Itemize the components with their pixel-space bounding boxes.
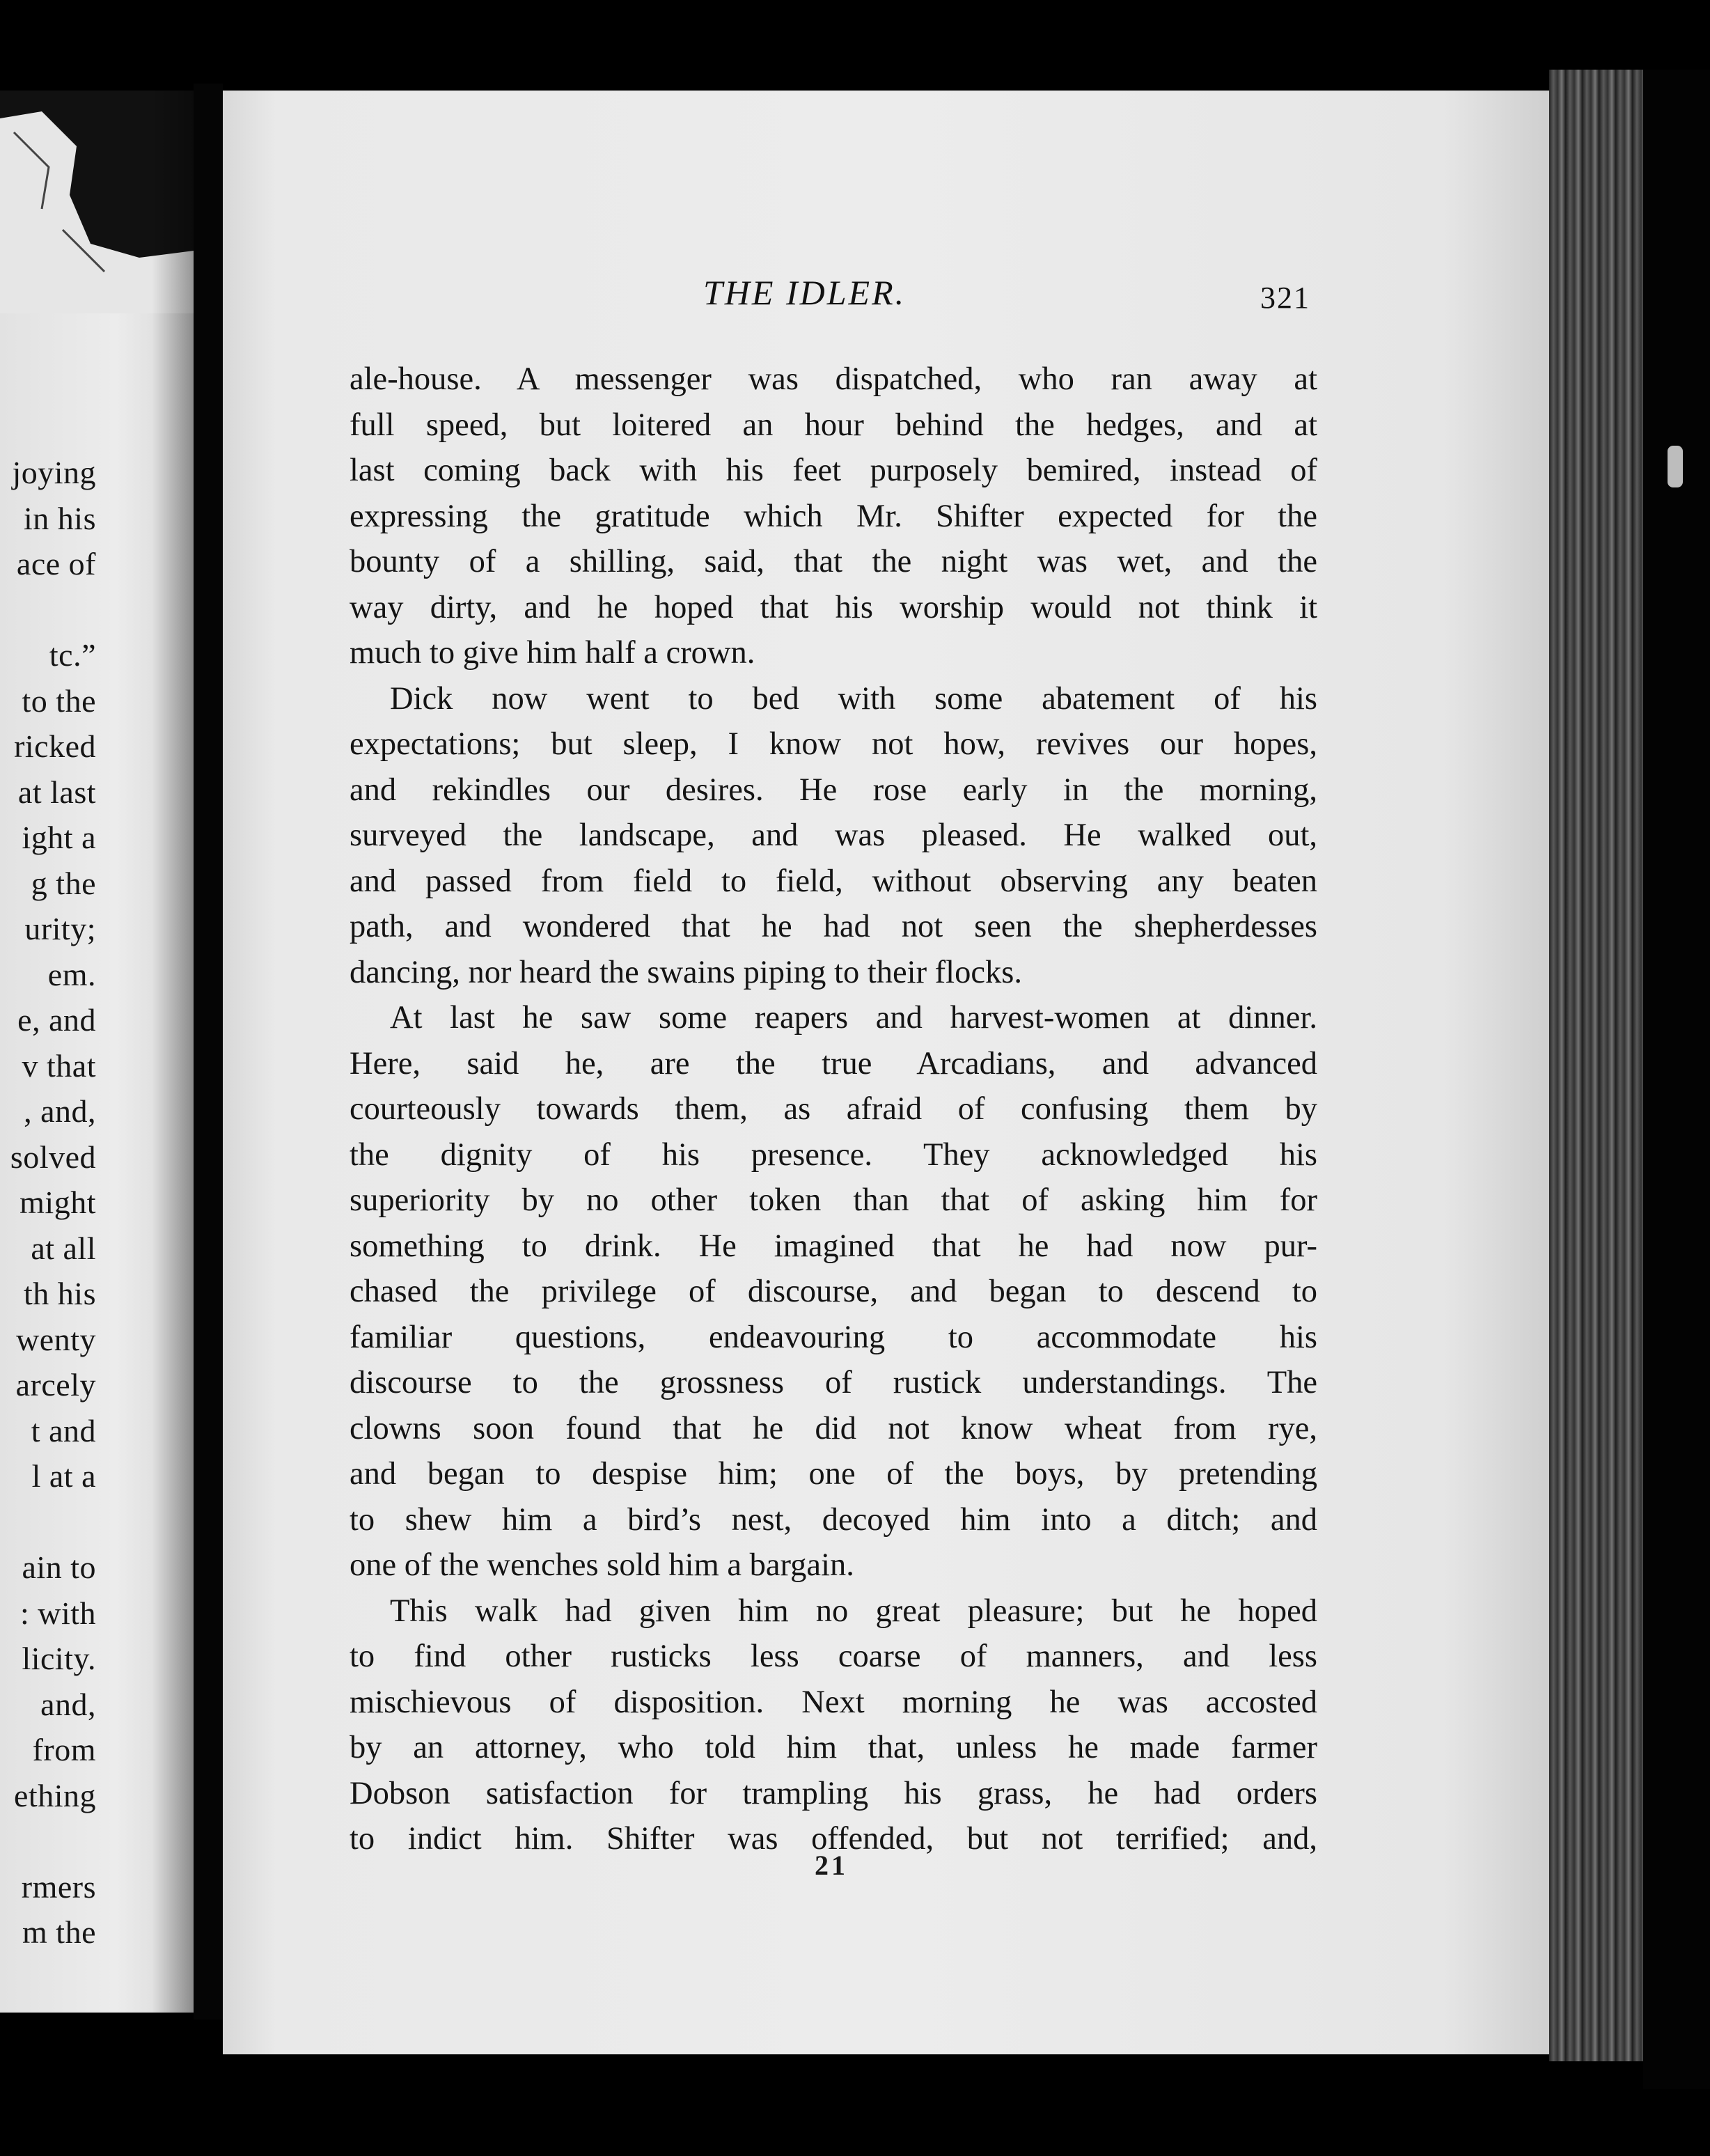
text-line: Here, said he, are the true Arcadians, and advanced: [350, 1045, 1317, 1081]
left-page-line: rmers: [21, 1868, 96, 1905]
text-line: full speed, but loitered an hour behind the hedges, and at: [350, 407, 1317, 443]
left-page-line: g the: [31, 865, 96, 901]
text-line: Dobson satisfaction for trampling his grass, he had orders: [350, 1775, 1317, 1811]
text-line: chased the privilege of discourse, and began to descend to: [350, 1274, 1317, 1309]
signature-mark: 21: [815, 1850, 848, 1881]
text-line: path, and wondered that he had not seen the shepherdesses: [350, 909, 1317, 944]
left-page-line: ace of: [16, 546, 96, 581]
text-line: something to drink. He imagined that he had now pur-: [350, 1228, 1317, 1264]
left-page-line: and,: [40, 1686, 96, 1722]
left-page-line: l at a: [31, 1458, 96, 1494]
left-page-line: in his: [24, 500, 96, 536]
text-line: Dick now went to bed with some abatement of his: [390, 680, 1317, 717]
left-page-line: at all: [31, 1230, 96, 1266]
text-line: last coming back with his feet purposely bemired, instead of: [350, 453, 1317, 488]
text-line: to shew him a bird’s nest, decoyed him into a ditch; and: [350, 1501, 1317, 1538]
left-facing-page: [0, 91, 194, 2013]
left-page-line: ight a: [22, 820, 96, 855]
left-page-line: at last: [17, 774, 96, 810]
scan-artifact: [1668, 446, 1683, 487]
text-line: At last he saw some reapers and harvest-women at dinner.: [390, 1000, 1317, 1036]
text-line: and rekindles our desires. He rose early in the morning,: [350, 772, 1317, 808]
text-line: expressing the gratitude which Mr. Shifter expected for the: [350, 498, 1317, 534]
page-number: 321: [1260, 281, 1310, 315]
left-page-line: urity;: [24, 911, 96, 946]
text-line: and began to despise him; one of the boys, by pretending: [350, 1456, 1317, 1492]
text-line: one of the wenches sold him a bargain.: [350, 1547, 854, 1583]
text-line: clowns soon found that he did not know wheat from rye,: [350, 1410, 1317, 1446]
left-page-line: tc.”: [49, 637, 96, 673]
text-line: the dignity of his presence. They acknowledged his: [350, 1136, 1317, 1173]
left-page-line: : with: [19, 1595, 96, 1631]
text-line: way dirty, and he hoped that his worship would not think it: [350, 589, 1317, 625]
text-line: superiority by no other token than that of asking him for: [350, 1182, 1317, 1218]
left-page-line: might: [19, 1185, 96, 1220]
left-page-line: m the: [22, 1914, 96, 1950]
left-page-line: em.: [47, 956, 96, 992]
left-page-line: joying: [12, 455, 96, 490]
text-line: by an attorney, who told him that, unless he made farmer: [350, 1730, 1317, 1765]
left-page-line: to the: [22, 682, 96, 719]
left-page-text-column: [0, 450, 96, 1955]
text-line: mischievous of disposition. Next morning he was accosted: [350, 1684, 1317, 1720]
text-line: discourse to the grossness of rustick understandings. The: [350, 1365, 1317, 1400]
running-title: THE IDLER.: [703, 273, 907, 312]
text-line: to find other rusticks less coarse of manners, and less: [350, 1639, 1317, 1674]
left-page-line: solved: [10, 1139, 96, 1175]
body-text: [350, 357, 1317, 1862]
text-line: bounty of a shilling, said, that the night was wet, and the: [350, 544, 1317, 579]
left-page-line: [0, 1818, 96, 1864]
text-line: expectations; but sleep, I know not how, revives our hopes,: [350, 726, 1317, 762]
text-line: familiar questions, endeavouring to accommodate his: [350, 1319, 1317, 1355]
left-page-line: v that: [22, 1047, 96, 1084]
left-page-line: licity.: [22, 1641, 96, 1676]
page-block-edge: [1549, 70, 1643, 2061]
page-header: [223, 268, 1549, 317]
left-page-line: [0, 1499, 96, 1545]
left-page-line: wenty: [16, 1321, 96, 1357]
left-page-line: [0, 587, 96, 633]
left-page-line: arcely: [15, 1367, 96, 1403]
left-page-line: th his: [24, 1276, 96, 1311]
left-page-line: e, and: [17, 1002, 96, 1038]
left-page-line: ricked: [14, 728, 96, 764]
left-page-line: , and,: [24, 1093, 96, 1129]
text-line: ale-house. A messenger was dispatched, who ran away at: [350, 361, 1317, 397]
text-line: surveyed the landscape, and was pleased. He walked out,: [350, 818, 1317, 853]
text-line: dancing, nor heard the swains piping to their flocks.: [350, 954, 1022, 990]
book-gutter: [194, 84, 223, 2020]
left-page-line: ain to: [22, 1549, 96, 1585]
left-page-line: t and: [31, 1412, 96, 1448]
text-line: courteously towards them, as afraid of confusing them by: [350, 1091, 1317, 1127]
text-line: This walk had given him no great pleasure; but he hoped: [390, 1593, 1317, 1629]
text-line: to indict him. Shifter was offended, but not terrified; and,: [350, 1821, 1317, 1857]
text-line: and passed from field to field, without observing any beaten: [350, 863, 1317, 899]
page-fold-shadow: [152, 91, 194, 2013]
right-page: [223, 91, 1549, 2054]
left-page-line: ething: [14, 1777, 96, 1813]
text-line: much to give him half a crown.: [350, 635, 755, 671]
left-page-line: from: [32, 1732, 96, 1767]
scan-border: [1643, 70, 1710, 2089]
